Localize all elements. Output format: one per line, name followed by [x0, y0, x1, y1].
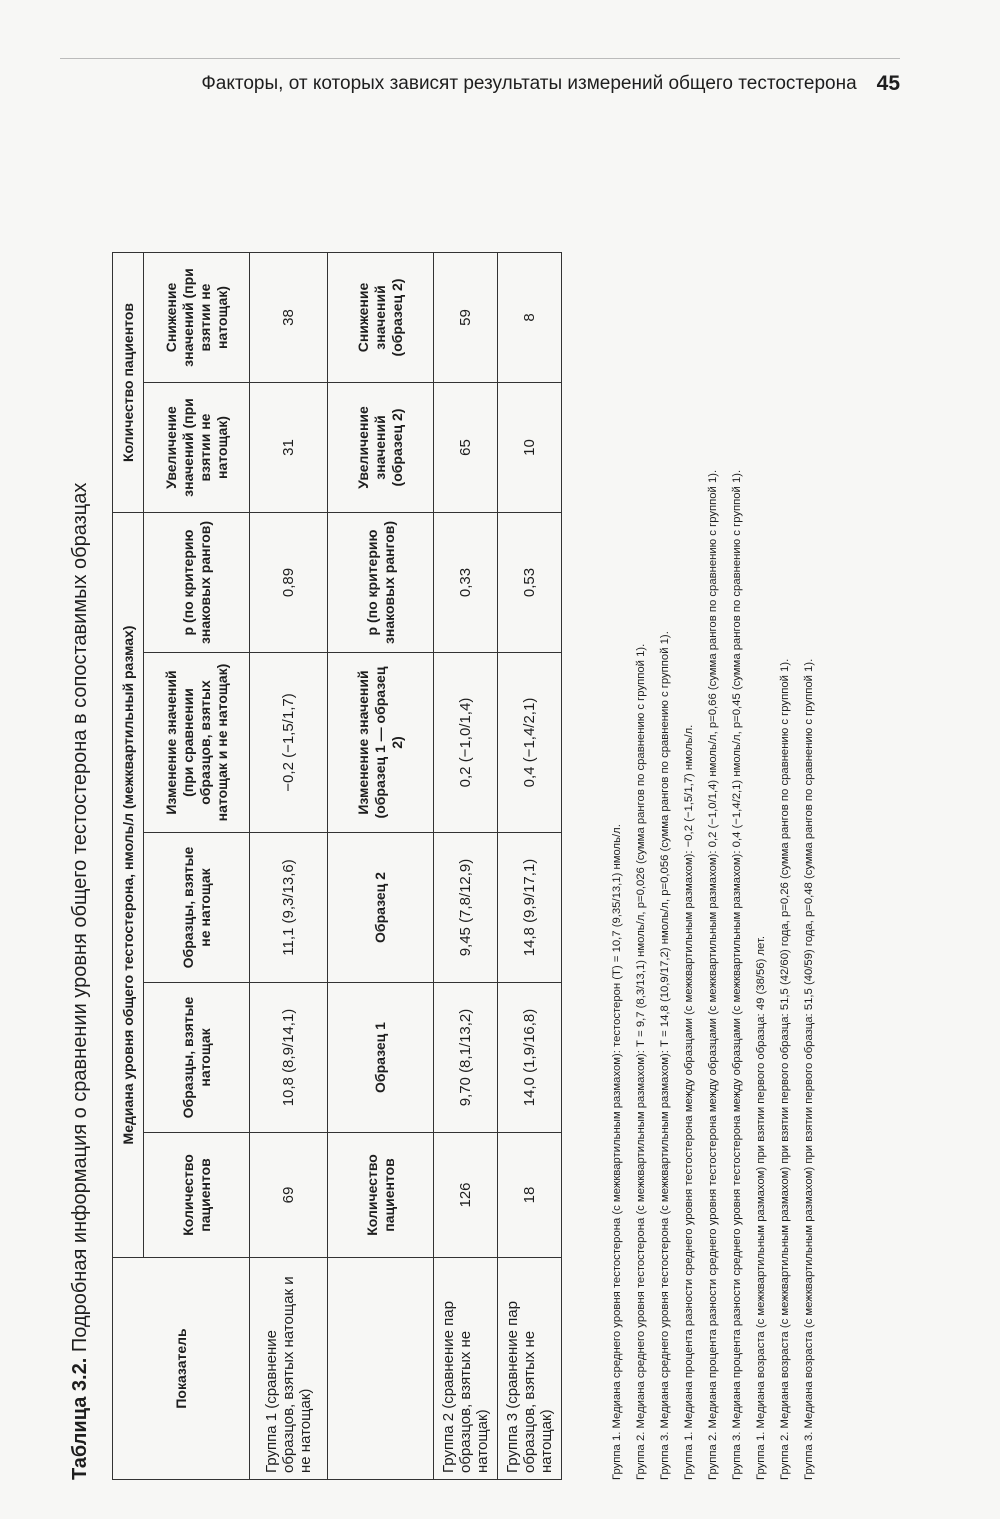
h2-count: Количество пациентов [328, 1133, 434, 1258]
row3-cell: 0,53 [498, 513, 562, 653]
row1-cell: 11,1 (9,3/13,6) [250, 833, 328, 983]
table-caption [60, 150, 100, 1480]
header-row-groups [113, 253, 144, 1480]
table-caption-text: Подробная информация о сравнении уровня общего тестостерона в сопоставимых образцах [69, 482, 91, 1353]
note: Группа 2. Медиана процента разности среднего уровня тестостерона между образцами (с межквартильным размахом): 0,2 (−1,0/1,4) нмоль/л, р=0,66 (сумма рангов по сравнению с группой 1). [707, 469, 719, 1480]
row2-cell: 0,33 [434, 513, 498, 653]
h1-fasting: Образцы, взятые натощак [144, 983, 250, 1133]
h2-change: Изменение значений (образец 1 — образец 2) [328, 653, 434, 833]
h1-change: Изменение значений (при сравнении образцов, взятых натощак и не натощак) [144, 653, 250, 833]
row1-cell: −0,2 (−1,5/1,7) [250, 653, 328, 833]
row2-cell: 65 [434, 383, 498, 513]
h1-increase: Увеличение значений (при взятии не натощак) [144, 383, 250, 513]
group-count-header: Количество пациентов [113, 253, 144, 513]
row2-label: Группа 2 (сравнение пар образцов, взятых не натощак) [434, 1258, 498, 1480]
note: Группа 3. Медиана возраста (с межквартильным размахом) при взятии первого образца: 51,5 (40/59) года, р=0,48 (сумма рангов по сравнению с группой 1). [803, 658, 815, 1480]
row2-cell: 9,45 (7,8/12,9) [434, 833, 498, 983]
header-row-2 [328, 253, 434, 1480]
row2-cell: 9,70 (8,1/13,2) [434, 983, 498, 1133]
h1-count: Количество пациентов [144, 1133, 250, 1258]
h2-p: р (по критерию знаковых рангов) [328, 513, 434, 653]
group-median-header: Медиана уровня общего тестостерона, нмоль/л (межквартильный размах) [113, 513, 144, 1258]
note: Группа 1. Медиана процента разности среднего уровня тестостерона между образцами (с межквартильным размахом): −0,2 (−1,5/1,7) нмоль/л. [683, 724, 695, 1480]
row3-cell: 14,8 (9,9/17,1) [498, 833, 562, 983]
note: Группа 3. Медиана процента разности среднего уровня тестостерона между образцами (с межквартильным размахом): 0,4 (−1,4/2,1) нмоль/л, р=0,45 (сумма рангов по сравнению с группой 1). [731, 469, 743, 1480]
table-row [434, 253, 498, 1480]
h2-sample1: Образец 1 [328, 983, 434, 1133]
table-row [498, 253, 562, 1480]
note: Группа 2. Медиана возраста (с межквартильным размахом) при взятии первого образца: 51,5 (42/60) года, р=0,26 (сумма рангов по сравнению с группой 1). [779, 658, 791, 1480]
h2-sample2: Образец 2 [328, 833, 434, 983]
row2-cell: 59 [434, 253, 498, 383]
note: Группа 2. Медиана среднего уровня тестостерона (с межквартильным размахом): Т = 9,7 (8,3/13,1) нмоль/л, р=0,026 (сумма рангов по сравнению с группой 1). [635, 643, 647, 1480]
row1-cell: 10,8 (8,9/14,1) [250, 983, 328, 1133]
running-header [60, 68, 900, 100]
running-header-title: Факторы, от которых зависят результаты измерений общего тестостерона [201, 73, 857, 94]
row1-cell: 0,89 [250, 513, 328, 653]
note: Группа 1. Медиана возраста (с межквартильным размахом) при взятии первого образца: 49 (38/56) лет. [755, 935, 767, 1480]
row3-cell: 18 [498, 1133, 562, 1258]
row1-label: Группа 1 (сравнение образцов, взятых натощак и не натощак) [250, 1258, 328, 1480]
row1-cell: 69 [250, 1133, 328, 1258]
h1-nonfasting: Образцы, взятые не натощак [144, 833, 250, 983]
column-indicator: Показатель [113, 1258, 250, 1480]
row3-cell: 14,0 (1,9/16,8) [498, 983, 562, 1133]
row3-cell: 10 [498, 383, 562, 513]
h1-decrease: Снижение значений (при взятии не натощак) [144, 253, 250, 383]
row1-cell: 31 [250, 383, 328, 513]
page-number: 45 [876, 72, 900, 95]
row3-label: Группа 3 (сравнение пар образцов, взятых не натощак) [498, 1258, 562, 1480]
row2-cell: 126 [434, 1133, 498, 1258]
rotated-table-block [60, 150, 905, 1480]
table-notes [610, 180, 826, 1480]
table-caption-label: Таблица 3.2. [69, 1357, 91, 1480]
note: Группа 3. Медиана среднего уровня тестостерона (с межквартильным размахом): Т = 14,8 (10,9/17,2) нмоль/л, р=0,056 (сумма рангов по сравнению с группой 1). [659, 631, 671, 1480]
header-rule [60, 58, 900, 59]
h1-p: р (по критерию знаковых рангов) [144, 513, 250, 653]
table-row [250, 253, 328, 1480]
h2-empty [328, 1258, 434, 1480]
data-table [112, 252, 562, 1480]
row1-cell: 38 [250, 253, 328, 383]
h2-increase: Увеличение значений (образец 2) [328, 383, 434, 513]
row3-cell: 0,4 (−1,4/2,1) [498, 653, 562, 833]
h2-decrease: Снижение значений (образец 2) [328, 253, 434, 383]
row2-cell: 0,2 (−1,0/1,4) [434, 653, 498, 833]
row3-cell: 8 [498, 253, 562, 383]
note: Группа 1. Медиана среднего уровня тестостерона (с межквартильным размахом): тестостерон (Т) = 10,7 (9,35/13,1) нмоль/л. [611, 824, 623, 1480]
